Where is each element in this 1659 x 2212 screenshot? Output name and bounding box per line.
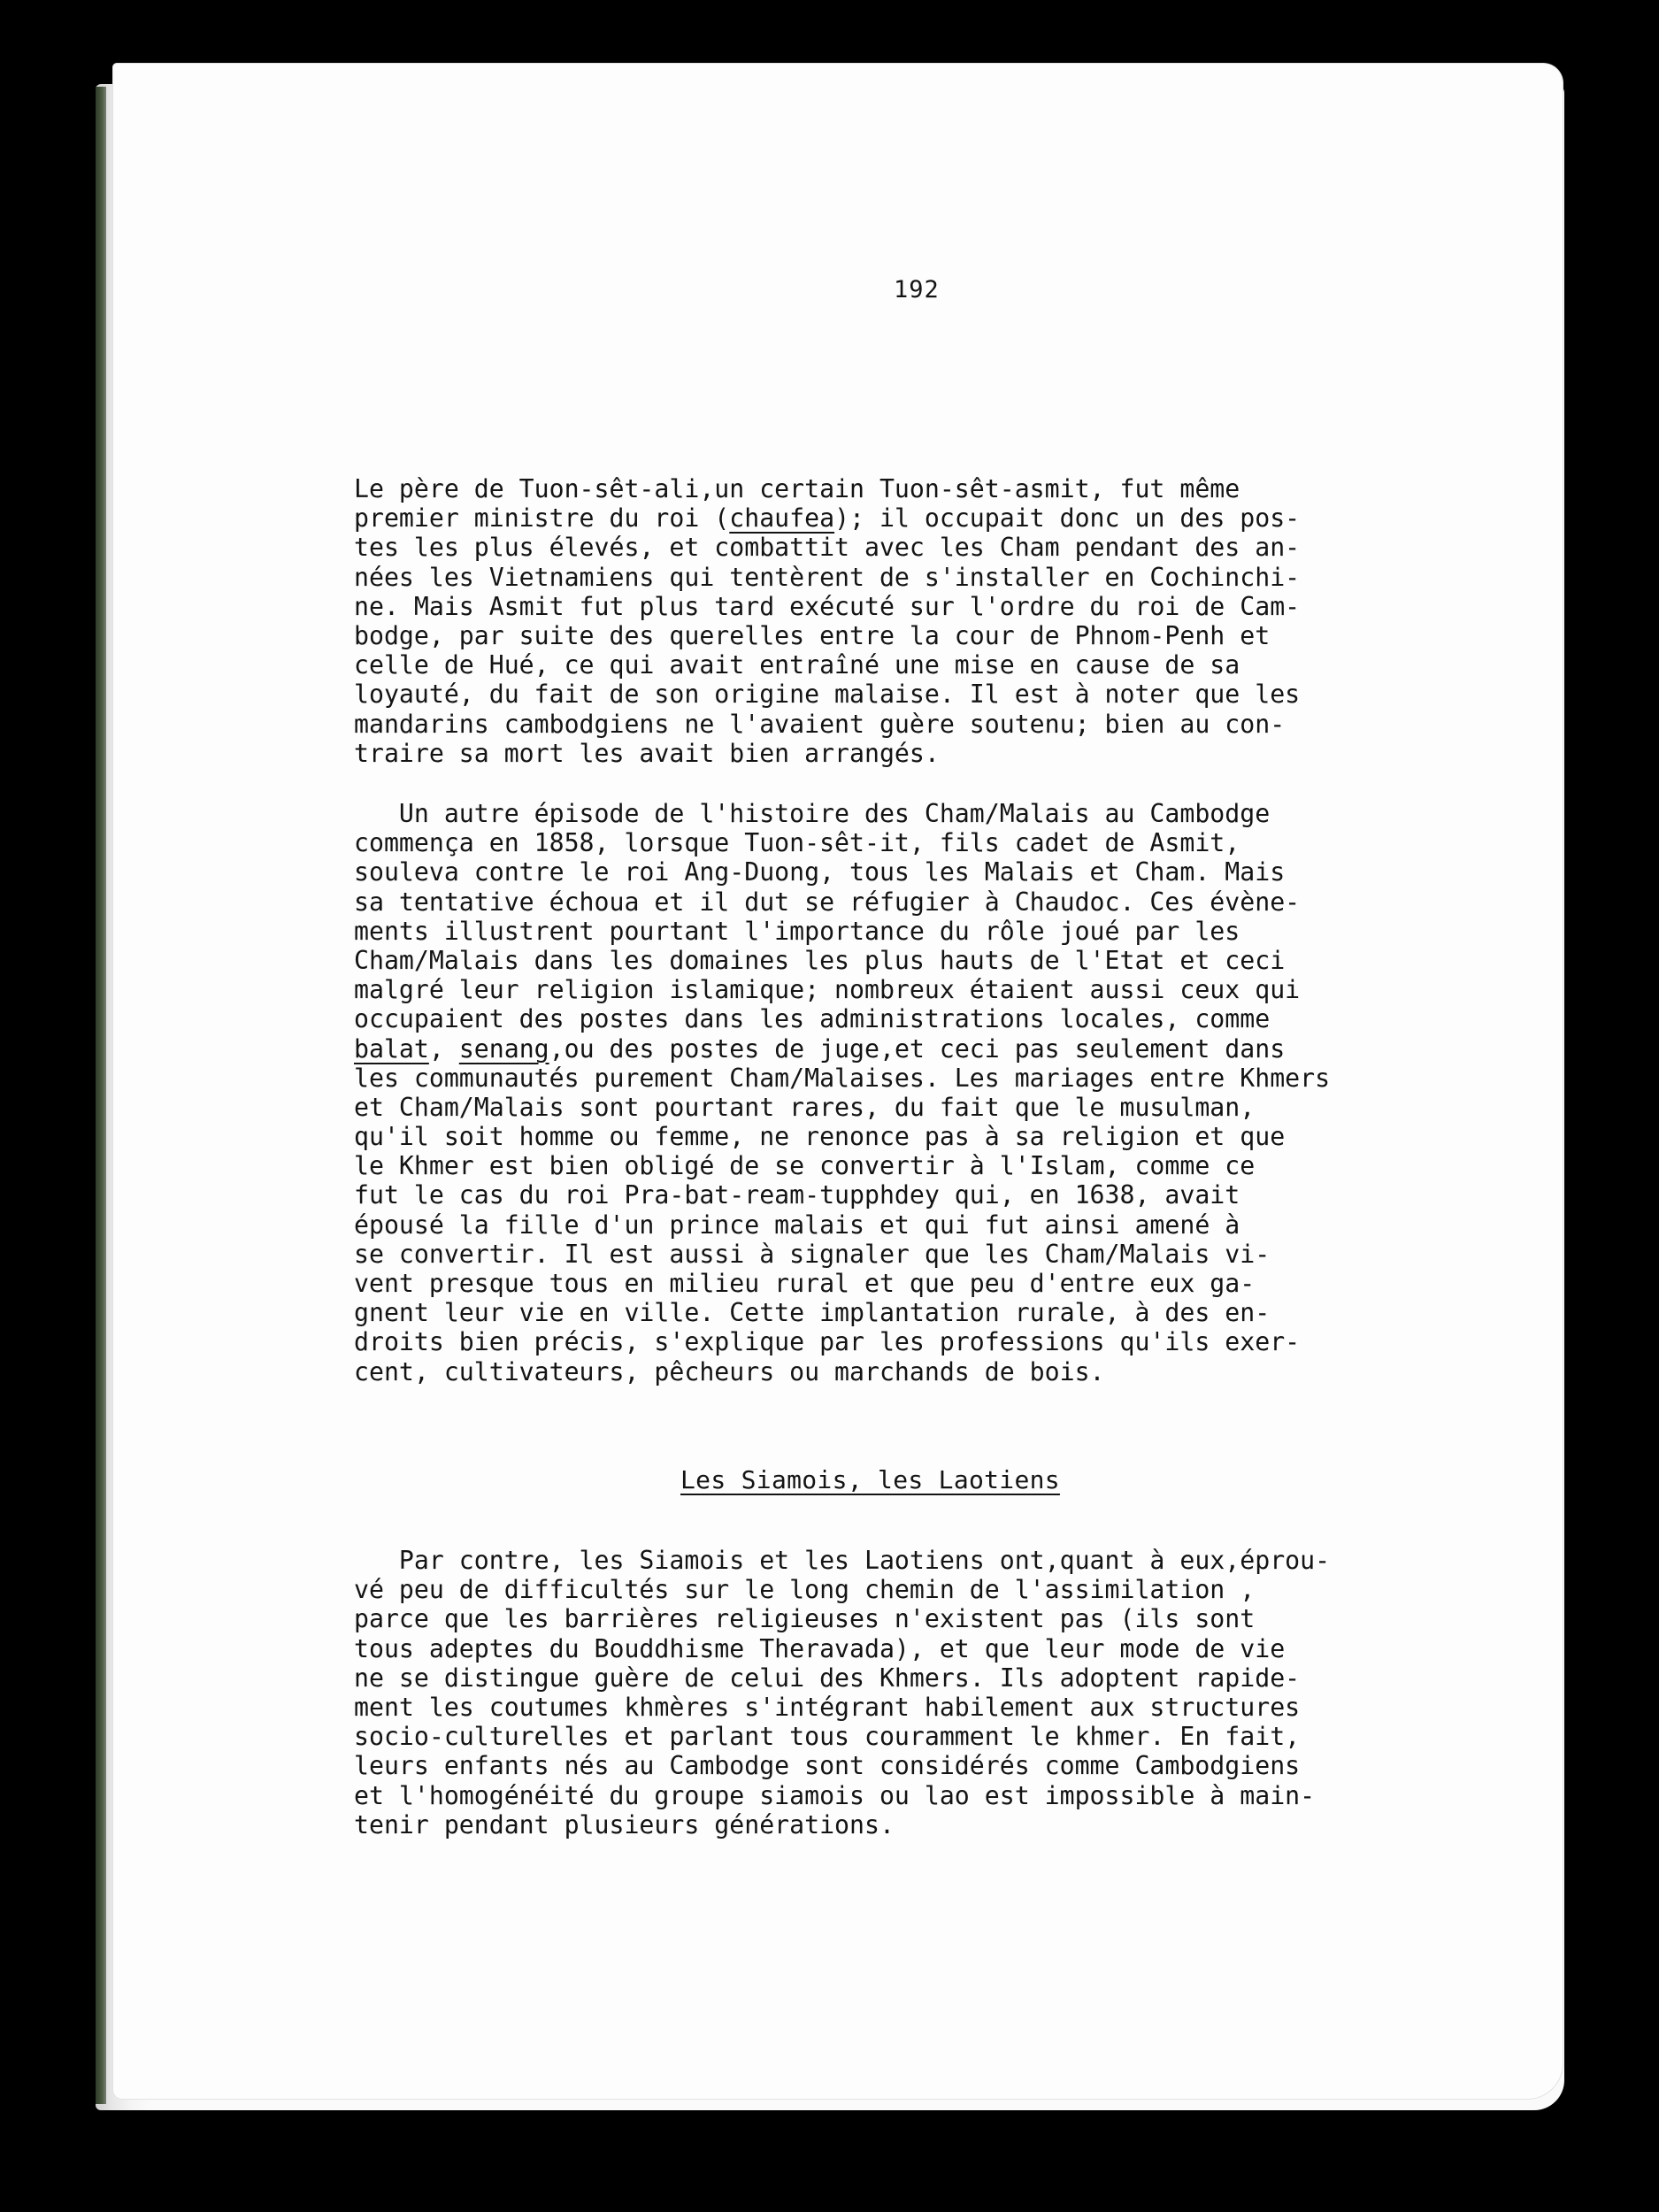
text-line: gnent leur vie en ville. Cette implantation rurale, à des en-	[354, 1298, 1271, 1328]
text-line: cent, cultivateurs, pêcheurs ou marchands de bois.	[354, 1356, 1105, 1386]
text-line: malgré leur religion islamique; nombreux étaient aussi ceux qui	[354, 975, 1301, 1005]
paragraph-3	[354, 1546, 1330, 1839]
text-line: nées les Vietnamiens qui tentèrent de s'installer en Cochinchi-	[354, 562, 1301, 592]
text-line: Un autre épisode de l'histoire des Cham/Malais au Cambodge	[354, 799, 1271, 828]
text-line: vent presque tous en milieu rural et que peu d'entre eux ga-	[354, 1269, 1256, 1298]
text-line: balat, senang,ou des postes de juge,et ceci pas seulement dans	[354, 1033, 1286, 1064]
text-line: et Cham/Malais sont pourtant rares, du fait que le musulman,	[354, 1092, 1256, 1122]
text-line: fut le cas du roi Pra-bat-ream-tupphdey qui, en 1638, avait	[354, 1180, 1240, 1210]
text-line: tous adeptes du Bouddhisme Theravada), et que leur mode de vie	[354, 1633, 1286, 1663]
text-line: parce que les barrières religieuses n'existent pas (ils sont	[354, 1604, 1256, 1634]
text-line: occupaient des postes dans les administrations locales, comme	[354, 1004, 1271, 1034]
page-number: 192	[894, 276, 940, 303]
text-line: bodge, par suite des querelles entre la cour de Phnom-Penh et	[354, 620, 1271, 650]
text-line: leurs enfants nés au Cambodge sont considérés comme Cambodgiens	[354, 1751, 1301, 1781]
text-line: qu'il soit homme ou femme, ne renonce pas à sa religion et que	[354, 1122, 1286, 1152]
text-line: commença en 1858, lorsque Tuon-sêt-it, fils cadet de Asmit,	[354, 828, 1240, 858]
text-line: tenir pendant plusieurs générations.	[354, 1809, 895, 1839]
paragraph-2	[354, 799, 1330, 1386]
text-line: vé peu de difficultés sur le long chemin de l'assimilation ,	[354, 1575, 1256, 1605]
underlined-term: senang	[458, 1033, 549, 1064]
text-line: droits bien précis, s'explique par les professions qu'ils exer-	[354, 1327, 1301, 1357]
text-line: premier ministre du roi (chaufea); il occupait donc un des pos-	[354, 503, 1301, 534]
text-line: ne. Mais Asmit fut plus tard exécuté sur l'ordre du roi de Cam-	[354, 591, 1301, 621]
text-line: tes les plus élevés, et combattit avec les Cham pendant des an-	[354, 533, 1301, 563]
text-line: sa tentative échoua et il dut se réfugier à Chaudoc. Ces évène-	[354, 887, 1301, 917]
text-line: socio-culturelles et parlant tous couramment le khmer. En fait,	[354, 1722, 1301, 1752]
text-line: et l'homogénéité du groupe siamois ou lao est impossible à main-	[354, 1780, 1316, 1810]
text-line: Par contre, les Siamois et les Laotiens ont,quant à eux,éprou-	[354, 1546, 1331, 1575]
text-line: souleva contre le roi Ang-Duong, tous les Malais et Cham. Mais	[354, 857, 1286, 887]
underlined-term: balat	[354, 1033, 429, 1064]
text-line: ne se distingue guère de celui des Khmers. Ils adoptent rapide-	[354, 1663, 1301, 1693]
text-line: loyauté, du fait de son origine malaise. Il est à noter que les	[354, 680, 1301, 710]
text-line: celle de Hué, ce qui avait entraîné une mise en cause de sa	[354, 650, 1240, 680]
text-line: se convertir. Il est aussi à signaler que les Cham/Malais vi-	[354, 1239, 1271, 1269]
text-line: ment les coutumes khmères s'intégrant habilement aux structures	[354, 1692, 1301, 1722]
text-line: Le père de Tuon-sêt-ali,un certain Tuon-sêt-asmit, fut même	[354, 474, 1240, 503]
text-line: traire sa mort les avait bien arrangés.	[354, 738, 940, 768]
book-spine-band	[96, 87, 106, 2104]
text-line: les communautés purement Cham/Malaises. Les mariages entre Khmers	[354, 1063, 1331, 1093]
text-line: mandarins cambodgiens ne l'avaient guère soutenu; bien au con-	[354, 709, 1286, 739]
text-line: Cham/Malais dans les domaines les plus hauts de l'Etat et ceci	[354, 945, 1286, 975]
underlined-term: chaufea	[729, 503, 835, 534]
paragraph-1	[354, 474, 1300, 768]
text-line: épousé la fille d'un prince malais et qui fut ainsi amené à	[354, 1210, 1240, 1240]
text-line: ments illustrent pourtant l'importance du rôle joué par les	[354, 916, 1240, 946]
text-line: le Khmer est bien obligé de se convertir à l'Islam, comme ce	[354, 1151, 1256, 1181]
section-heading: Les Siamois, les Laotiens	[680, 1465, 1060, 1494]
